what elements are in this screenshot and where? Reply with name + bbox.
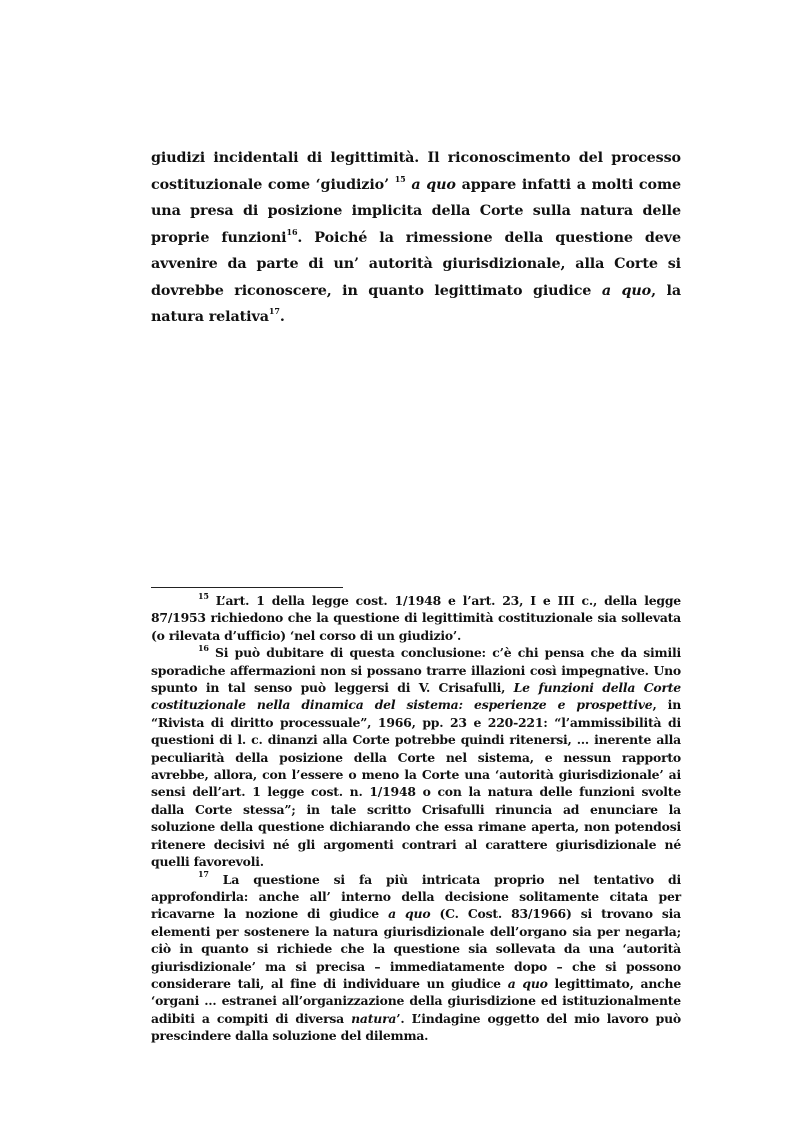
footnote-text: L’art. 1 della legge cost. 1/1948 e l’art. 23, I e III c., della legge 87/1953 richiedono che la questione di legittimità costituzionale sia sollevata (o rilevata d’ufficio) ‘nel corso di un giudizio’. [151,593,681,643]
footnote-text: , in “Rivista di diritto processuale”, 1966, pp. 23 e 220-221: “l’ammissibilità di questioni di l. c. dinanzi alla Corte potrebbe quindi ritenersi, … inerente alla peculiarità della posizione della Corte nel sistema, e nessun rapporto avrebbe, allora, con l’essere o meno la Corte una ‘autorità giurisdizionale’ ai sensi dell’art. 1 legge cost. n. 1/1948 o con la natura delle funzioni svolte dalla Corte stessa”; in tale scritto Crisafulli rinuncia ad enunciare la soluzione della questione dichiarando che essa rimane aperta, non potendosi ritenere decisivi né gli argomenti contrari al carattere giurisdizionale né quelli favorevoli. [151,697,682,870]
footnote-number: 16 [198,643,209,654]
footnote-16 [151,644,681,870]
footnote-15 [151,592,681,644]
body-text: appare infatti a molti come una presa di posizione implicita della Corte sulla natura delle proprie funzioni [151,176,681,246]
body-text: . [279,309,285,325]
footnote-ref-15[interactable]: 15 [394,173,406,184]
italic-term: a quo [388,906,431,922]
footnote-text: ’. L’indagine oggetto del mio lavoro può prescindere dalla soluzione del dilemma. [151,1010,682,1044]
footnote-ref-16[interactable]: 16 [286,226,298,237]
body-paragraph [151,145,681,331]
italic-term: a quo [411,176,456,193]
footnote-separator [151,587,343,588]
italic-term: natura [351,1010,397,1026]
cited-title: Le funzioni della Corte costituzionale nella dinamica del sistema: esperienze e prospettive [151,680,681,713]
footnote-text: legittimato, anche ‘organi … estranei all’organizzazione della giurisdizione ed istituzionalmente adibiti a compiti di diversa [151,975,681,1026]
italic-term: a quo [601,282,652,299]
footnote-17 [151,871,681,1045]
body-text: giudizi incidentali di legittimità. Il riconoscimento del processo costituzionale come ‘giudizio’ [151,150,681,193]
italic-term: a quo [507,975,548,991]
footnote-ref-17[interactable]: 17 [268,306,280,317]
footnote-text: La questione si fa più intricata proprio nel tentativo di approfondirla: anche all’ interno della decisione solitamente citata per ricavarne la nozione di giudice [151,871,681,922]
footnote-text: (C. Cost. 83/1966) si trovano sia elementi per sostenere la natura giurisdizionale dell’organo sia per negarla; ciò in quanto si richiede che la questione sia sollevata da una ‘autorità giurisdizionale’ ma si precisa – immediatamente dopo – che si possono considerare tali, al fine di individuare un giudice [151,906,681,991]
footnote-number: 17 [198,869,209,880]
body-text: . Poiché la rimessione della questione deve avvenire da parte di un’ autorità giurisdizionale, alla Corte si dovrebbe riconoscere, in quanto legittimato giudice [151,229,681,299]
footnote-number: 15 [198,590,209,601]
footnotes-section [151,592,681,1045]
footnote-text: Si può dubitare di questa conclusione: c’è chi pensa che da simili sporadiche affermazioni non si possano trarre illazioni così impegnative. Uno spunto in tal senso può leggersi di V. Crisafulli, [151,645,681,696]
body-text: , la natura relativa [151,282,682,325]
